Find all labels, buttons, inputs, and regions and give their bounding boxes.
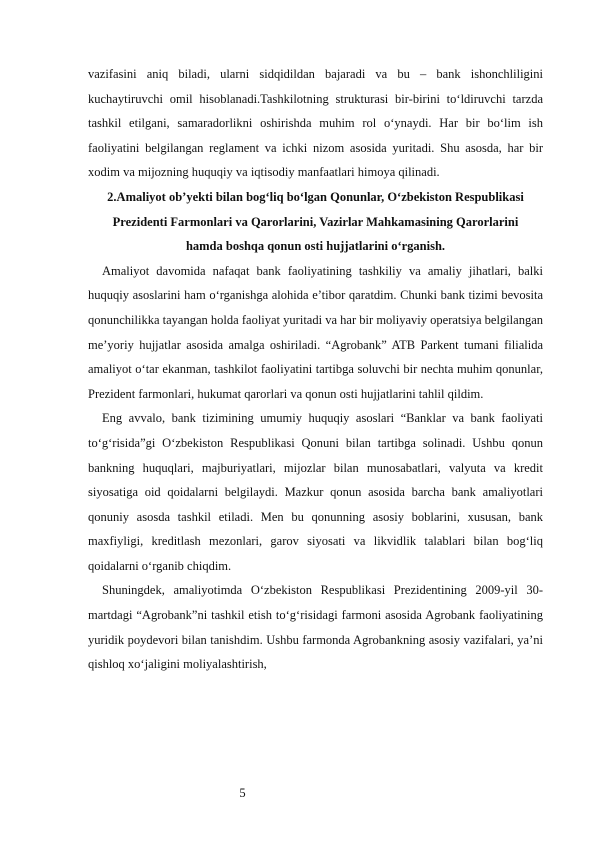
page-number: 5 (239, 786, 246, 800)
body-paragraph: Amaliyot davomida nafaqat bank faoliyatining tashkiliy va amaliy jihatlari, balki huquqiy asoslarini ham o‘rganishga alohida e’tibor qaratdim. Chunki bank tizimi bevosita qonunchilikka tayangan holda faoliyat yuritadi va har bir moliyaviy operatsiya belgilangan me’yoriy hujjatlar asosida amalga oshiriladi. “Agrobank” ATB Parkent tumani filialida amaliyot o‘tar ekanman, tashkilot faoliyatini tartibga soluvchi bir nechta muhim qonunlar, Prezident farmonlari, hukumat qarorlari va qonun osti hujjatlarini tahlil qildim. (88, 263, 543, 401)
body-paragraph: Eng avvalo, bank tizimining umumiy huquqiy asoslari “Banklar va bank faoliyati to‘g‘risida”gi O‘zbekiston Respublikasi Qonuni bilan tartibga solinadi. Ushbu qonun bankning huquqlari, majburiyatlari, mijozlar bilan munosabatlari, valyuta va kredit siyosatiga oid qoidalarni belgilaydi. Mazkur qonun asosida barcha bank amaliyotlari qonuniy asosda tashkil etiladi. Men bu qonunning asosiy boblarini, xususan, bank maxfiyligi, kreditlash mezonlari, garov siyosati va likvidlik talablari bilan bog‘liq qoidalarni o‘rganib chiqdim. (88, 411, 543, 573)
body-paragraph: vazifasini aniq biladi, ularni sidqidildan bajaradi va bu – bank ishonchliligini kuchaytiruvchi omil hisoblanadi.Tashkilotning strukturasi bir-birini to‘ldiruvchi tarzda tashkil etilgani, samaradorlikni oshirishda muhim rol o‘ynaydi. Har bir bo‘lim ish faoliyatini belgilangan reglament va ichki nizom asosida yuritadi. Shu asosda, har bir xodim va mijozning huquqiy va iqtisodiy manfaatlari himoya qilinadi. (88, 67, 543, 180)
section-heading: 2.Amaliyot ob’yekti bilan bog‘liq bo‘lgan Qonunlar, O‘zbekiston Respublikasi Prezidenti Farmonlari va Qarorlarini, Vazirlar Mahkamasining Qarorlarini hamda boshqa qonun osti hujjatlarini o‘rganish. (107, 189, 524, 254)
body-paragraph: Shuningdek, amaliyotimda O‘zbekiston Respublikasi Prezidentining 2009-yil 30-martdagi “Agrobank”ni tashkil etish to‘g‘risidagi farmoni asosida Agrobank faoliyatining yuridik poydevori bilan tanishdim. Ushbu farmonda Agrobankning asosiy vazifalari, ya’ni qishloq xo‘jaligini moliyalashtirish, (88, 583, 543, 672)
document-body (88, 62, 543, 677)
